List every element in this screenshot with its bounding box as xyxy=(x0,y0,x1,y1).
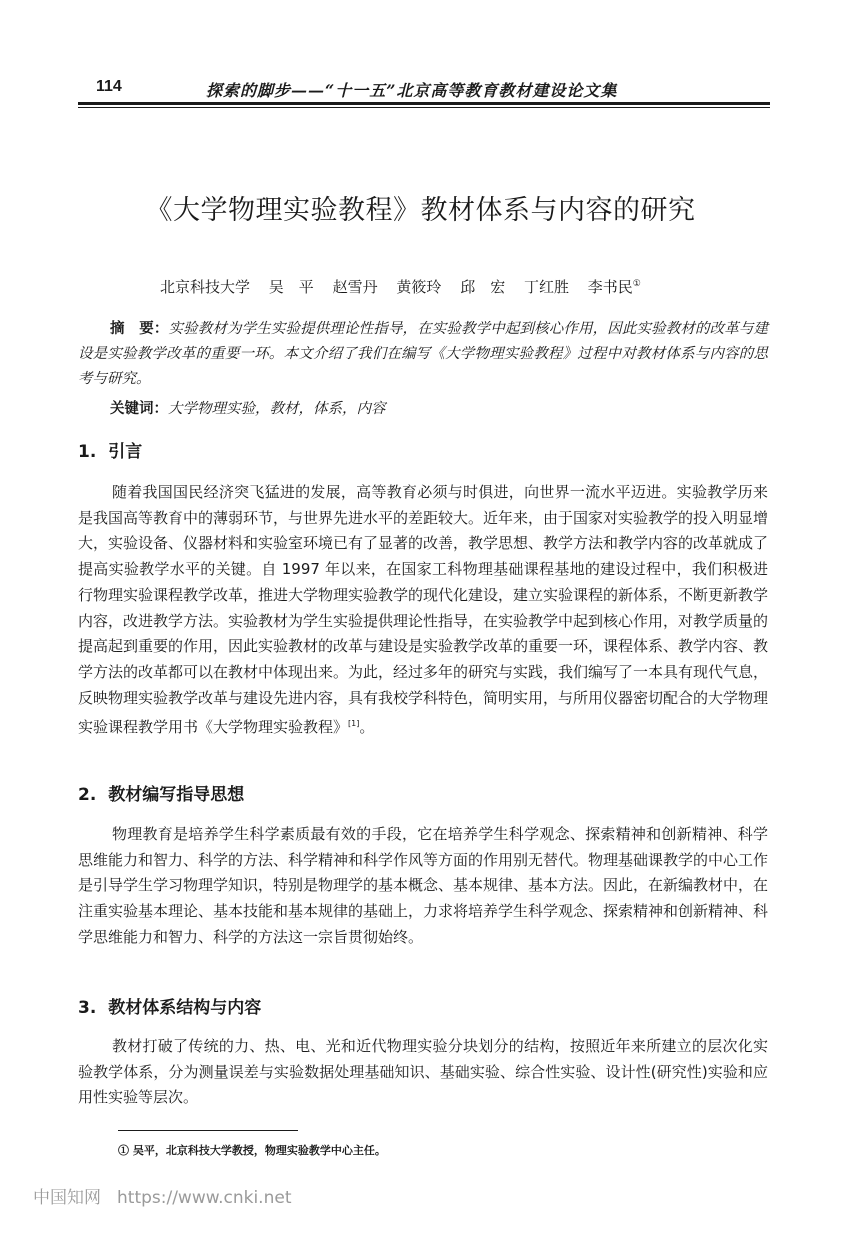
header-rule-thin xyxy=(78,107,770,108)
paper-title: 《大学物理实验教程》教材体系与内容的研究 xyxy=(145,195,696,226)
author-name: 丁红胜 xyxy=(523,278,569,296)
paragraph-end: 。 xyxy=(359,718,375,737)
body-paragraph xyxy=(78,1034,768,1111)
section-number: 2. xyxy=(78,785,97,805)
footnote: ① 吴平，北京科技大学教授，物理实验教学中心主任。 xyxy=(118,1144,386,1157)
section-title: 引言 xyxy=(108,442,143,462)
source-watermark xyxy=(33,1183,291,1208)
section-heading-structure xyxy=(78,993,261,1018)
abstract-label: 摘 要： xyxy=(110,320,169,337)
paragraph-text: 教材打破了传统的力、热、电、光和近代物理实验分块划分的结构，按照近年来所建立的层次化实验教学体系，分为测量误差与实验数据处理基础知识、基础实验、综合性实验、设计性(研究性)实验和应用性实验等层次。 xyxy=(78,1037,768,1107)
header-rule xyxy=(78,102,770,105)
body-paragraph xyxy=(78,480,768,741)
author-name: 赵雪丹 xyxy=(332,278,378,296)
author-name: 吴 平 xyxy=(268,278,314,296)
footnote-mark: ① xyxy=(632,279,641,289)
series-title: 探索的脚步——“十一五”北京高等教育教材建设论文集 xyxy=(206,81,618,100)
author-name: 黄筱玲 xyxy=(396,278,442,296)
body-paragraph xyxy=(78,822,768,951)
paragraph-text: 物理教育是培养学生科学素质最有效的手段，它在培养学生科学观念、探索精神和创新精神、科学思维能力和智力、科学的方法、科学精神和科学作风等方面的作用别无替代。物理基础课教学的中心工作是引导学生学习物理学知识，特别是物理学的基本概念、基本规律、基本方法。因此，在新编教材中，在注重实验基本理论、基本技能和基本规律的基础上，力求将培养学生科学观念、探索精神和创新精神、科学思维能力和智力、科学的方法这一宗旨贯彻始终。 xyxy=(78,825,769,946)
citation: [1] xyxy=(348,719,360,729)
watermark-url[interactable]: https://www.cnki.net xyxy=(117,1188,292,1208)
section-number: 3. xyxy=(78,998,97,1018)
author-name xyxy=(588,278,641,296)
affiliation: 北京科技大学 xyxy=(160,278,251,296)
paragraph-text: 随着我国国民经济突飞猛进的发展，高等教育必须与时俱进，向世界一流水平迈进。实验教学历来是我国高等教育中的薄弱环节，与世界先进水平的差距较大。近年来，由于国家对实验教学的投入明显增大，实验设备、仪器材料和实验室环境已有了显著的改善，教学思想、教学方法和教学内容的改革就成了提高实验教学水平的关键。自 1997 年以来，在国家工科物理基础课程基地的建设过程中，我们积极进行物理实验课程教学改革，推进大学物理实验教学的现代化建设，建立实验课程的新体系，不断更新教学内容，改进教学方法。实验教材为学生实验提供理论性指导，在实验教学中起到核心作用，对教学质量的提高起到重要的作用，因此实验教材的改革与建设是实验教学改革的重要一环，课程体系、教学内容、教学方法的改革都可以在教材中体现出来。为此，经过多年的研究与实践，我们编写了一本具有现代气息，反映物理实验教学改革与建设先进内容，具有我校学科特色，简明实用，与所用仪器密切配合的大学物理实验课程教学用书《大学物理实验教程》 xyxy=(78,483,769,737)
abstract xyxy=(78,316,768,392)
keywords-label: 关键词： xyxy=(110,400,168,417)
keywords xyxy=(78,396,800,422)
section-title: 教材体系结构与内容 xyxy=(108,998,262,1018)
section-number: 1. xyxy=(78,442,97,462)
section-title: 教材编写指导思想 xyxy=(108,785,245,805)
page-number: 114 xyxy=(96,78,122,95)
section-heading-introduction xyxy=(78,437,142,462)
footnote-rule xyxy=(118,1130,298,1131)
abstract-text: 实验教材为学生实验提供理论性指导，在实验教学中起到核心作用，因此实验教材的改革与建设是实验教学改革的重要一环。本文介绍了我们在编写《大学物理实验教程》过程中对教材体系与内容的思考与研究。 xyxy=(78,321,768,387)
keywords-text: 大学物理实验，教材，体系，内容 xyxy=(168,401,386,417)
author-line xyxy=(160,276,641,297)
author-name: 邱 宏 xyxy=(460,278,506,296)
section-heading-guiding-ideas xyxy=(78,780,244,805)
watermark-brand: 中国知网 xyxy=(33,1188,101,1208)
running-header xyxy=(78,78,768,100)
author-name-text: 李书民 xyxy=(587,278,633,296)
